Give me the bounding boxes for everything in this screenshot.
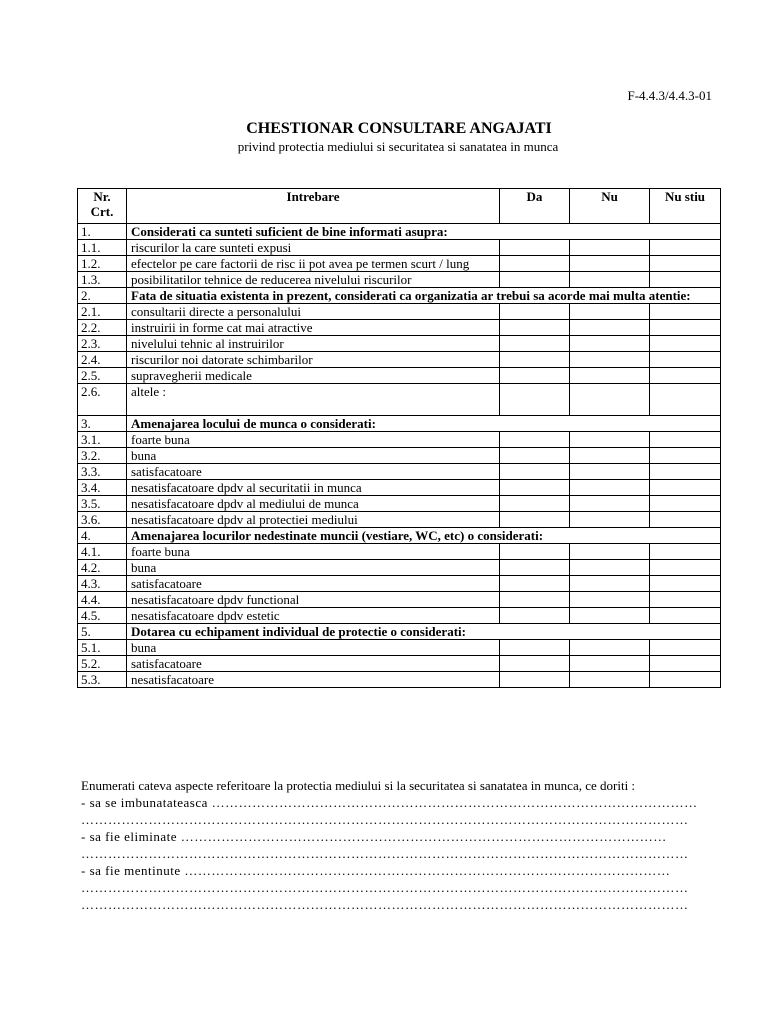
row-number: 2.4. (78, 352, 127, 368)
question-row (78, 496, 721, 512)
answer-dont-know-cell[interactable] (650, 480, 721, 496)
question-row (78, 592, 721, 608)
answer-yes-cell[interactable] (500, 480, 570, 496)
footer-line[interactable]: ……………………………………………………………………………………………………………………… (81, 880, 689, 895)
page-subtitle: privind protectia mediului si securitatea si sanatatea in munca (237, 139, 559, 154)
row-number: 1.1. (78, 240, 127, 256)
answer-dont-know-cell[interactable] (650, 336, 721, 352)
answer-no-cell[interactable] (570, 320, 650, 336)
answer-no-cell[interactable] (570, 352, 650, 368)
question-row (78, 448, 721, 464)
footer-item-improve-label: - sa se imbunatateasca (81, 795, 208, 810)
questionnaire-table (77, 188, 721, 688)
section-row (78, 528, 721, 544)
row-number: 3. (78, 416, 127, 432)
answer-no-cell[interactable] (570, 640, 650, 656)
answer-no-cell[interactable] (570, 368, 650, 384)
answer-yes-cell[interactable] (500, 608, 570, 624)
answer-no-cell[interactable] (570, 608, 650, 624)
footer-item-eliminate-label: - sa fie eliminate (81, 829, 177, 844)
answer-no-cell[interactable] (570, 560, 650, 576)
answer-yes-cell[interactable] (500, 368, 570, 384)
section-heading: Considerati ca sunteti suficient de bine informati asupra: (127, 224, 721, 240)
answer-dont-know-cell[interactable] (650, 544, 721, 560)
answer-no-cell[interactable] (570, 240, 650, 256)
section-row (78, 416, 721, 432)
row-number: 5. (78, 624, 127, 640)
answer-yes-cell[interactable] (500, 464, 570, 480)
answer-yes-cell[interactable] (500, 448, 570, 464)
question-row (78, 560, 721, 576)
question-row (78, 672, 721, 688)
answer-no-cell[interactable] (570, 432, 650, 448)
answer-yes-cell[interactable] (500, 672, 570, 688)
answer-no-cell[interactable] (570, 544, 650, 560)
row-number: 3.2. (78, 448, 127, 464)
question-text: buna (127, 560, 500, 576)
question-text: foarte buna (127, 544, 500, 560)
question-text: buna (127, 448, 500, 464)
answer-yes-cell[interactable] (500, 656, 570, 672)
section-heading: Dotarea cu echipament individual de protectie o considerati: (127, 624, 721, 640)
row-number: 4.2. (78, 560, 127, 576)
answer-yes-cell[interactable] (500, 272, 570, 288)
row-number: 4. (78, 528, 127, 544)
footer-intro: Enumerati cateva aspecte referitoare la protectia mediului si la securitatea si sanatatea in munca, ce doriti : (81, 778, 636, 793)
answer-dont-know-cell[interactable] (650, 672, 721, 688)
question-row (78, 576, 721, 592)
footer-item-maintain-label: - sa fie mentinute (81, 863, 181, 878)
question-text: nesatisfacatoare (127, 672, 500, 688)
row-number: 5.3. (78, 672, 127, 688)
answer-yes-cell[interactable] (500, 320, 570, 336)
question-row (78, 272, 721, 288)
question-text: nivelului tehnic al instruirilor (127, 336, 500, 352)
answer-yes-cell[interactable] (500, 336, 570, 352)
question-row (78, 352, 721, 368)
answer-dont-know-cell[interactable] (650, 464, 721, 480)
section-heading: Amenajarea locului de munca o considerati: (127, 416, 721, 432)
answer-yes-cell[interactable] (500, 432, 570, 448)
answer-dont-know-cell[interactable] (650, 368, 721, 384)
question-row (78, 656, 721, 672)
footer-line[interactable]: ……………………………………………………………………………………………………………………… (81, 846, 689, 861)
answer-no-cell[interactable] (570, 496, 650, 512)
answer-dont-know-cell[interactable] (650, 448, 721, 464)
question-text: nesatisfacatoare dpdv functional (127, 592, 500, 608)
answer-yes-cell[interactable] (500, 384, 570, 416)
question-row (78, 464, 721, 480)
question-row (78, 304, 721, 320)
header-no: Nu (570, 189, 650, 224)
answer-dont-know-cell[interactable] (650, 656, 721, 672)
row-number: 3.1. (78, 432, 127, 448)
answer-yes-cell[interactable] (500, 576, 570, 592)
answer-dont-know-cell[interactable] (650, 256, 721, 272)
footer-line[interactable]: ……………………………………………………………………………………………………………………… (81, 897, 689, 912)
question-text: efectelor pe care factorii de risc ii pot avea pe termen scurt / lung (127, 256, 500, 272)
answer-yes-cell[interactable] (500, 560, 570, 576)
question-text: consultarii directe a personalului (127, 304, 500, 320)
answer-dont-know-cell[interactable] (650, 432, 721, 448)
question-row (78, 608, 721, 624)
answer-no-cell[interactable] (570, 448, 650, 464)
row-number: 2.3. (78, 336, 127, 352)
row-number: 3.5. (78, 496, 127, 512)
answer-dont-know-cell[interactable] (650, 608, 721, 624)
answer-no-cell[interactable] (570, 384, 650, 416)
question-text: foarte buna (127, 432, 500, 448)
answer-no-cell[interactable] (570, 464, 650, 480)
question-row (78, 432, 721, 448)
row-number: 5.2. (78, 656, 127, 672)
question-row (78, 512, 721, 528)
question-row (78, 240, 721, 256)
row-number: 4.3. (78, 576, 127, 592)
answer-no-cell[interactable] (570, 656, 650, 672)
answer-no-cell[interactable] (570, 480, 650, 496)
answer-no-cell[interactable] (570, 304, 650, 320)
question-text: nesatisfacatoare dpdv al mediului de munca (127, 496, 500, 512)
answer-no-cell[interactable] (570, 512, 650, 528)
footer-item-improve[interactable]: - sa se imbunatateasca ……………………………………………………………………………………………… (81, 795, 698, 810)
question-row (78, 368, 721, 384)
footer-item-eliminate[interactable]: - sa fie eliminate ……………………………………………………………………………………………… (81, 829, 667, 844)
section-heading: Fata de situatia existenta in prezent, considerati ca organizatia ar trebui sa acorde mai multa atentie: (127, 288, 721, 304)
row-number: 2.2. (78, 320, 127, 336)
answer-no-cell[interactable] (570, 272, 650, 288)
question-text: posibilitatilor tehnice de reducerea nivelului riscurilor (127, 272, 500, 288)
row-number: 3.6. (78, 512, 127, 528)
section-row (78, 224, 721, 240)
answer-no-cell[interactable] (570, 336, 650, 352)
answer-yes-cell[interactable] (500, 512, 570, 528)
row-number: 2.6. (78, 384, 127, 416)
question-text: nesatisfacatoare dpdv estetic (127, 608, 500, 624)
answer-yes-cell[interactable] (500, 496, 570, 512)
question-row (78, 336, 721, 352)
question-text: buna (127, 640, 500, 656)
answer-dont-know-cell[interactable] (650, 240, 721, 256)
footer-section (81, 777, 714, 913)
row-number: 1.2. (78, 256, 127, 272)
section-row (78, 288, 721, 304)
page-title: CHESTIONAR CONSULTARE ANGAJATI (246, 120, 552, 137)
question-row (78, 320, 721, 336)
footer-item-maintain[interactable]: - sa fie mentinute ……………………………………………………………………………………………… (81, 863, 671, 878)
row-number: 5.1. (78, 640, 127, 656)
row-number: 4.5. (78, 608, 127, 624)
question-row (78, 640, 721, 656)
row-number: 3.3. (78, 464, 127, 480)
answer-yes-cell[interactable] (500, 304, 570, 320)
row-number: 2.1. (78, 304, 127, 320)
row-number: 3.4. (78, 480, 127, 496)
question-text: altele : (127, 384, 500, 416)
question-row (78, 544, 721, 560)
question-row (78, 384, 721, 416)
answer-dont-know-cell[interactable] (650, 640, 721, 656)
question-row (78, 480, 721, 496)
header-dont-know: Nu stiu (650, 189, 721, 224)
header-yes: Da (500, 189, 570, 224)
answer-dont-know-cell[interactable] (650, 512, 721, 528)
header-question: Intrebare (127, 189, 500, 224)
answer-yes-cell[interactable] (500, 352, 570, 368)
question-row (78, 256, 721, 272)
question-text: satisfacatoare (127, 576, 500, 592)
question-text: nesatisfacatoare dpdv al protectiei mediului (127, 512, 500, 528)
row-number: 1. (78, 224, 127, 240)
header-nr: Nr. Crt. (78, 189, 127, 224)
row-number: 4.1. (78, 544, 127, 560)
form-code: F-4.4.3/4.4.3-01 (627, 88, 712, 103)
answer-dont-know-cell[interactable] (650, 320, 721, 336)
answer-dont-know-cell[interactable] (650, 576, 721, 592)
answer-no-cell[interactable] (570, 592, 650, 608)
answer-dont-know-cell[interactable] (650, 304, 721, 320)
section-row (78, 624, 721, 640)
answer-yes-cell[interactable] (500, 544, 570, 560)
row-number: 4.4. (78, 592, 127, 608)
answer-dont-know-cell[interactable] (650, 272, 721, 288)
question-text: nesatisfacatoare dpdv al securitatii in munca (127, 480, 500, 496)
section-heading: Amenajarea locurilor nedestinate muncii (vestiare, WC, etc) o considerati: (127, 528, 721, 544)
answer-dont-know-cell[interactable] (650, 352, 721, 368)
answer-dont-know-cell[interactable] (650, 592, 721, 608)
row-number: 2. (78, 288, 127, 304)
footer-line[interactable]: ……………………………………………………………………………………………………………………… (81, 812, 689, 827)
question-text: instruirii in forme cat mai atractive (127, 320, 500, 336)
answer-dont-know-cell[interactable] (650, 384, 721, 416)
answer-yes-cell[interactable] (500, 640, 570, 656)
answer-no-cell[interactable] (570, 256, 650, 272)
answer-yes-cell[interactable] (500, 256, 570, 272)
answer-no-cell[interactable] (570, 576, 650, 592)
question-text: riscurilor la care sunteti expusi (127, 240, 500, 256)
question-text: satisfacatoare (127, 464, 500, 480)
answer-yes-cell[interactable] (500, 240, 570, 256)
answer-no-cell[interactable] (570, 672, 650, 688)
answer-dont-know-cell[interactable] (650, 560, 721, 576)
question-text: riscurilor noi datorate schimbarilor (127, 352, 500, 368)
answer-yes-cell[interactable] (500, 592, 570, 608)
questionnaire-body (78, 224, 721, 688)
row-number: 1.3. (78, 272, 127, 288)
question-text: supravegherii medicale (127, 368, 500, 384)
answer-dont-know-cell[interactable] (650, 496, 721, 512)
row-number: 2.5. (78, 368, 127, 384)
question-text: satisfacatoare (127, 656, 500, 672)
